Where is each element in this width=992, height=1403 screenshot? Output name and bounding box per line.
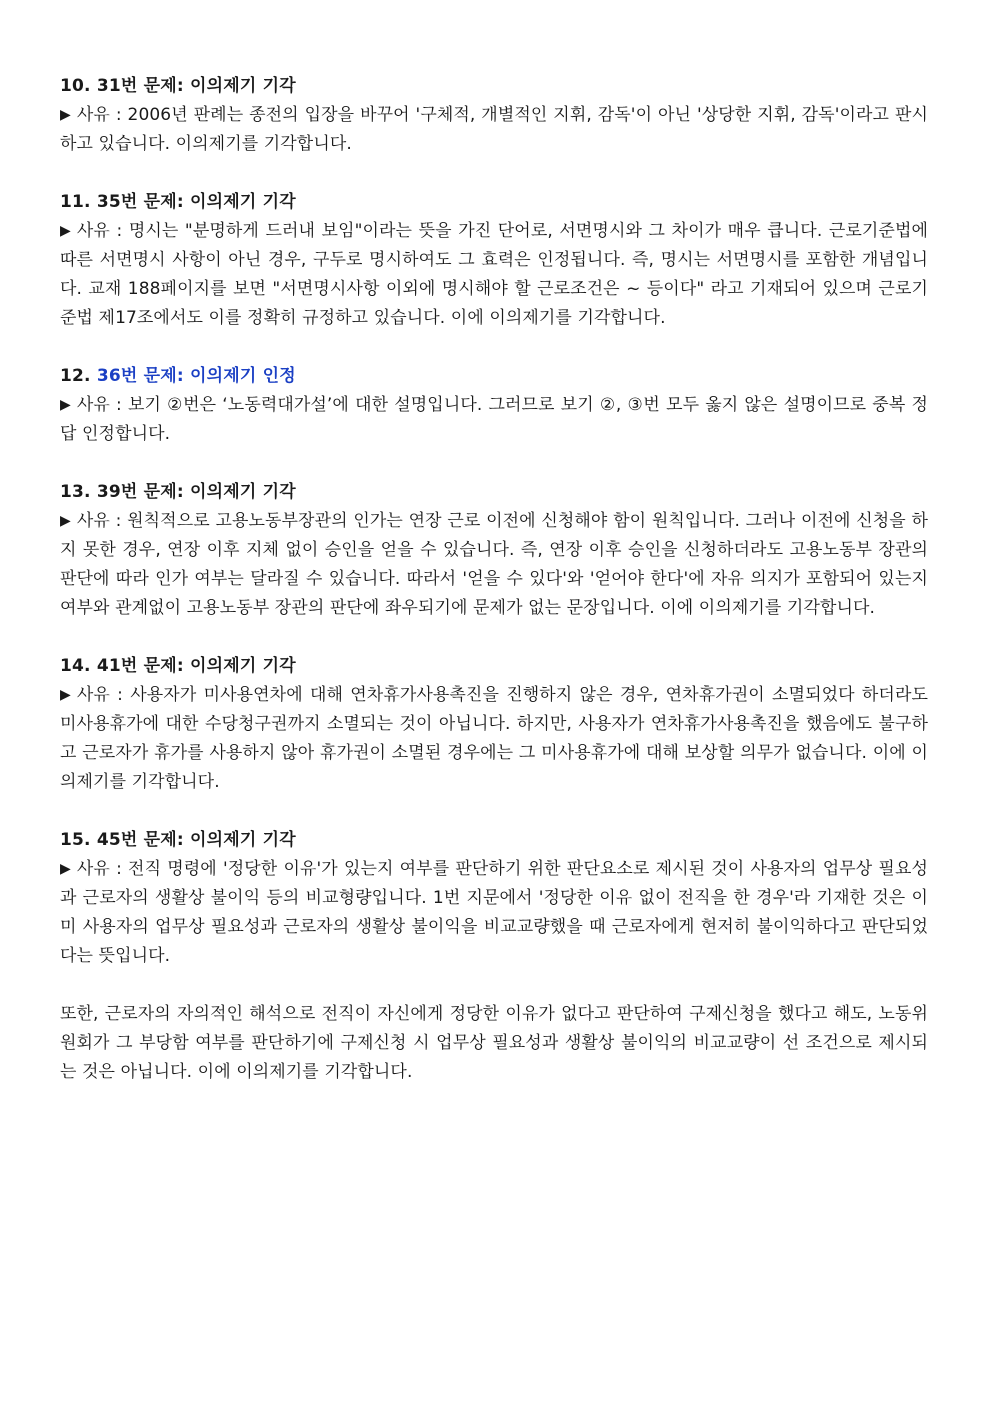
closing-paragraph: 또한, 근로자의 자의적인 해석으로 전직이 자신에게 정당한 이유가 없다고 판단하여 구제신청을 했다고 해도, 노동위원회가 그 부당함 여부를 판단하기에 구제신청 시 업무상 필요성과 생활상 불이익의 비교교량이 선 조건으로 제시되는 것은 아닙니다. 이에 이의제기를 기각합니다. [60,1004,928,1082]
item-verdict: 이의제기 기각 [190,76,296,96]
item-heading [60,826,928,855]
objection-item-13 [60,478,928,623]
objection-item-15 [60,826,928,971]
item-reason [60,681,928,797]
item-reason [60,855,928,971]
item-number: 10. [60,76,91,96]
item-reason [60,507,928,623]
item-verdict: 이의제기 기각 [190,830,296,850]
triangle-right-icon: ▶ [60,687,71,703]
item-question: 31번 문제: [96,76,184,96]
triangle-right-icon: ▶ [60,397,71,413]
item-verdict: 이의제기 기각 [190,482,296,502]
triangle-right-icon: ▶ [60,107,71,123]
item-number: 13. [60,482,91,502]
item-heading [60,652,928,681]
item-reason-text: 사유 : 2006년 판례는 종전의 입장을 바꾸어 '구체적, 개별적인 지휘, 감독'이 아닌 '상당한 지휘, 감독'이라고 판시하고 있습니다. 이의제기를 기각합니다. [60,105,928,154]
item-reason [60,391,928,449]
item-question: 41번 문제: [96,656,184,676]
item-verdict: 이의제기 인정 [190,366,296,386]
item-question: 39번 문제: [96,482,184,502]
item-verdict: 이의제기 기각 [190,192,296,212]
triangle-right-icon: ▶ [60,513,71,529]
item-number: 14. [60,656,91,676]
item-question: 45번 문제: [96,830,184,850]
objection-item-11 [60,188,928,333]
triangle-right-icon: ▶ [60,223,71,239]
item-reason [60,101,928,159]
item-reason-text: 사유 : 사용자가 미사용연차에 대해 연차휴가사용촉진을 진행하지 않은 경우, 연차휴가권이 소멸되었다 하더라도 미사용휴가에 대한 수당청구권까지 소멸되는 것이 아닙니다. 하지만, 사용자가 연차휴가사용촉진을 했음에도 불구하고 근로자가 휴가를 사용하지 않아 휴가권이 소멸된 경우에는 그 미사용휴가에 대해 보상할 의무가 없습니다. 이에 이의제기를 기각합니다. [60,685,928,792]
item-reason-text: 사유 : 보기 ②번은 ‘노동력대가설’에 대한 설명입니다. 그러므로 보기 ②, ③번 모두 옳지 않은 설명이므로 중복 정답 인정합니다. [60,395,928,444]
item-question: 36번 문제: [96,366,184,386]
item-heading [60,362,928,391]
objection-item-10 [60,72,928,159]
item-verdict: 이의제기 기각 [190,656,296,676]
item-number: 12. [60,366,91,386]
item-question: 35번 문제: [96,192,184,212]
item-reason-text: 사유 : 명시는 "분명하게 드러내 보임"이라는 뜻을 가진 단어로, 서면명시와 그 차이가 매우 큽니다. 근로기준법에 따른 서면명시 사항이 아닌 경우, 구두로 명시하여도 그 효력은 인정됩니다. 즉, 명시는 서면명시를 포함한 개념입니다. 교재 188페이지를 보면 "서면명시사항 이외에 명시해야 할 근로조건은 ~ 등이다" 라고 기재되어 있으며 근로기준법 제17조에서도 이를 정확히 규정하고 있습니다. 이에 이의제기를 기각합니다. [60,221,928,328]
item-reason-text: 사유 : 전직 명령에 '정당한 이유'가 있는지 여부를 판단하기 위한 판단요소로 제시된 것이 사용자의 업무상 필요성과 근로자의 생활상 불이익 등의 비교형량입니다. 1번 지문에서 '정당한 이유 없이 전직을 한 경우'라 기재한 것은 이미 사용자의 업무상 필요성과 근로자의 생활상 불이익을 비교교량했을 때 근로자에게 현저히 불이익하다고 판단되었다는 뜻입니다. [60,859,928,966]
objection-item-14 [60,652,928,797]
item-heading [60,72,928,101]
item-heading [60,478,928,507]
item-number: 15. [60,830,91,850]
item-heading [60,188,928,217]
triangle-right-icon: ▶ [60,861,71,877]
item-reason-text: 사유 : 원칙적으로 고용노동부장관의 인가는 연장 근로 이전에 신청해야 함이 원칙입니다. 그러나 이전에 신청을 하지 못한 경우, 연장 이후 지체 없이 승인을 얻을 수 있습니다. 즉, 연장 이후 승인을 신청하더라도 고용노동부 장관의 판단에 따라 인가 여부는 달라질 수 있습니다. 따라서 '얻을 수 있다'와 '얻어야 한다'에 자유 의지가 포함되어 있는지 여부와 관계없이 고용노동부 장관의 판단에 좌우되기에 문제가 없는 문장입니다. 이에 이의제기를 기각합니다. [60,511,928,618]
item-number: 11. [60,192,91,212]
document-page [60,72,928,1087]
objection-item-12 [60,362,928,449]
item-reason [60,217,928,333]
